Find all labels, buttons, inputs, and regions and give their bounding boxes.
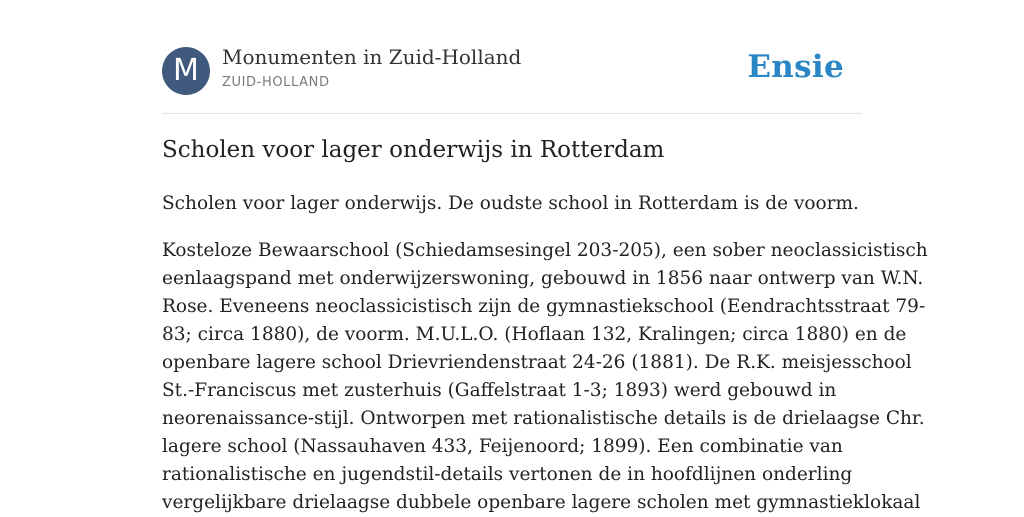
body-line: 83; circa 1880), de voorm. M.U.L.O. (Hoflaan 132, Kralingen; circa 1880) en de [162,324,907,345]
brand-logo[interactable]: Ensie [747,49,844,85]
body-line: eenlaagspand met onderwijzerswoning, gebouwd in 1856 naar ontwerp van W.N. [162,268,924,289]
source-subtitle[interactable]: ZUID-HOLLAND [222,75,330,90]
body-line: openbare lagere school Drievriendenstraat 24-26 (1881). De R.K. meisjesschool [162,352,912,373]
source-header [162,0,862,114]
body-line: Rose. Eveneens neoclassicistisch zijn de gymnastiekschool (Eendrachtsstraat 79- [162,296,926,317]
avatar[interactable]: M [162,47,210,95]
body-line: rationalistische en jugendstil-details vertonen de in hoofdlijnen onderling [162,464,853,485]
article-body [162,237,928,517]
article-lead: Scholen voor lager onderwijs. De oudste school in Rotterdam is de voorm. [162,193,859,214]
page-container [162,0,928,513]
article-title: Scholen voor lager onderwijs in Rotterdam [162,137,665,163]
body-line: St.-Franciscus met zusterhuis (Gaffelstraat 1-3; 1893) werd gebouwd in [162,380,837,401]
body-line: vergelijkbare drielaagse dubbele openbare lagere scholen met gymnastieklokaal [162,492,921,513]
source-title[interactable]: Monumenten in Zuid-Holland [222,45,522,69]
body-line: Kosteloze Bewaarschool (Schiedamsesingel 203-205), een sober neoclassicistisch [162,240,928,261]
body-line: neorenaissance-stijl. Ontworpen met rationalistische details is de drielaagse Chr. [162,408,925,429]
body-line: lagere school (Nassauhaven 433, Feijenoord; 1899). Een combinatie van [162,436,843,457]
